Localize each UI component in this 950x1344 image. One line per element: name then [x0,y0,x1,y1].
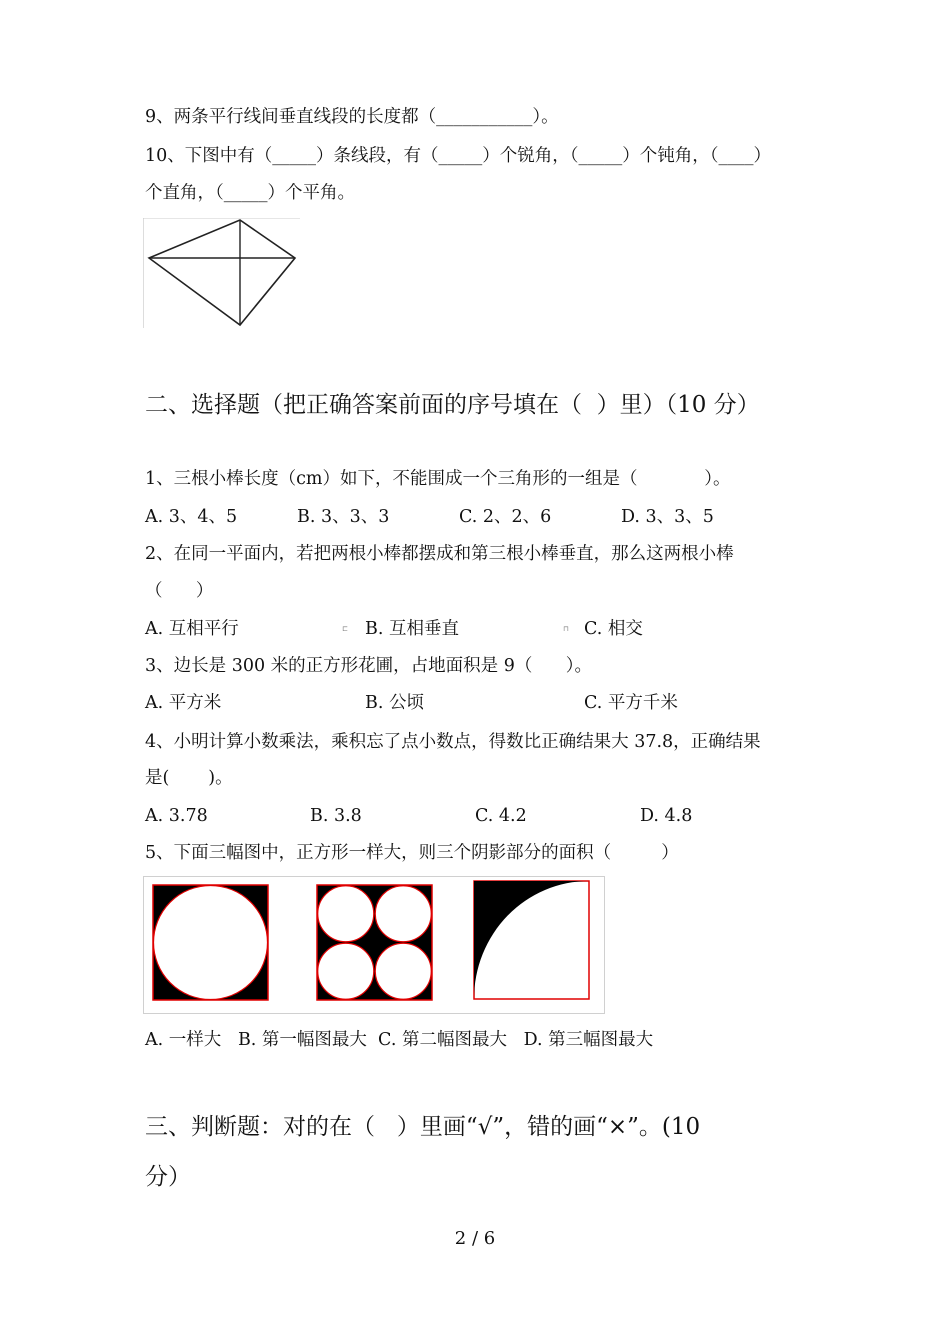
page-number: 2 / 6 [454,1228,496,1249]
question-10-line2: 个直角，（_____）个平角。 [145,183,355,203]
q3-option-a: A. 平方米 [145,693,222,713]
kite-figure [143,218,300,328]
shaded-squares-figure [143,876,605,1014]
q4-option-b: B. 3.8 [310,806,362,826]
q2-option-c: C. 相交 [584,619,643,639]
question-3: 3、边长是 300 米的正方形花圃，占地面积是 9（ ）。 [145,656,592,676]
question-9: 9、两条平行线间垂直线段的长度都（___________）。 [145,107,559,127]
question-2-line1: 2、在同一平面内，若把两根小棒都摆成和第三根小棒垂直，那么这两根小棒 [145,544,734,564]
section-3-title-line1: 三、判断题：对的在（ ）里画“√”，错的画“×”。(10 [145,1114,701,1140]
q4-option-c: C. 4.2 [475,806,527,826]
question-1: 1、三根小棒长度（cm）如下，不能围成一个三角形的一组是（ ）。 [145,469,731,489]
q1-option-d: D. 3、3、5 [621,507,714,527]
q1-option-c: C. 2、2、6 [459,507,552,527]
q1-option-b: B. 3、3、3 [297,507,390,527]
question-4-line2: 是( )。 [145,768,233,788]
scan-mark: ⊏ [342,625,348,633]
question-5: 5、下面三幅图中，正方形一样大，则三个阴影部分的面积（ ） [145,843,679,863]
square-one-circle [153,885,268,1000]
scan-mark: ⊓ [563,625,569,633]
question-10-line1: 10、下图中有（_____）条线段，有（_____）个锐角，（_____）个钝角，（____） [145,146,772,166]
q4-option-d: D. 4.8 [640,806,693,826]
section-3-title-line2: 分） [145,1164,191,1190]
q5-options: A. 一样大 B. 第一幅图最大 C. 第二幅图最大 D. 第三幅图最大 [145,1030,654,1050]
question-4-line1: 4、小明计算小数乘法，乘积忘了点小数点，得数比正确结果大 37.8，正确结果 [145,732,761,752]
q4-option-a: A. 3.78 [145,806,208,826]
question-2-line2: （ ） [145,581,214,601]
square-quarter-circle [474,881,589,999]
q2-option-b: B. 互相垂直 [365,619,459,639]
q2-option-a: A. 互相平行 [145,619,239,639]
q3-option-b: B. 公顷 [365,693,424,713]
square-four-circles [317,885,432,1000]
q3-option-c: C. 平方千米 [584,693,678,713]
section-2-title: 二、选择题（把正确答案前面的序号填在（ ）里）（10 分） [145,392,760,418]
q1-option-a: A. 3、4、5 [145,507,238,527]
